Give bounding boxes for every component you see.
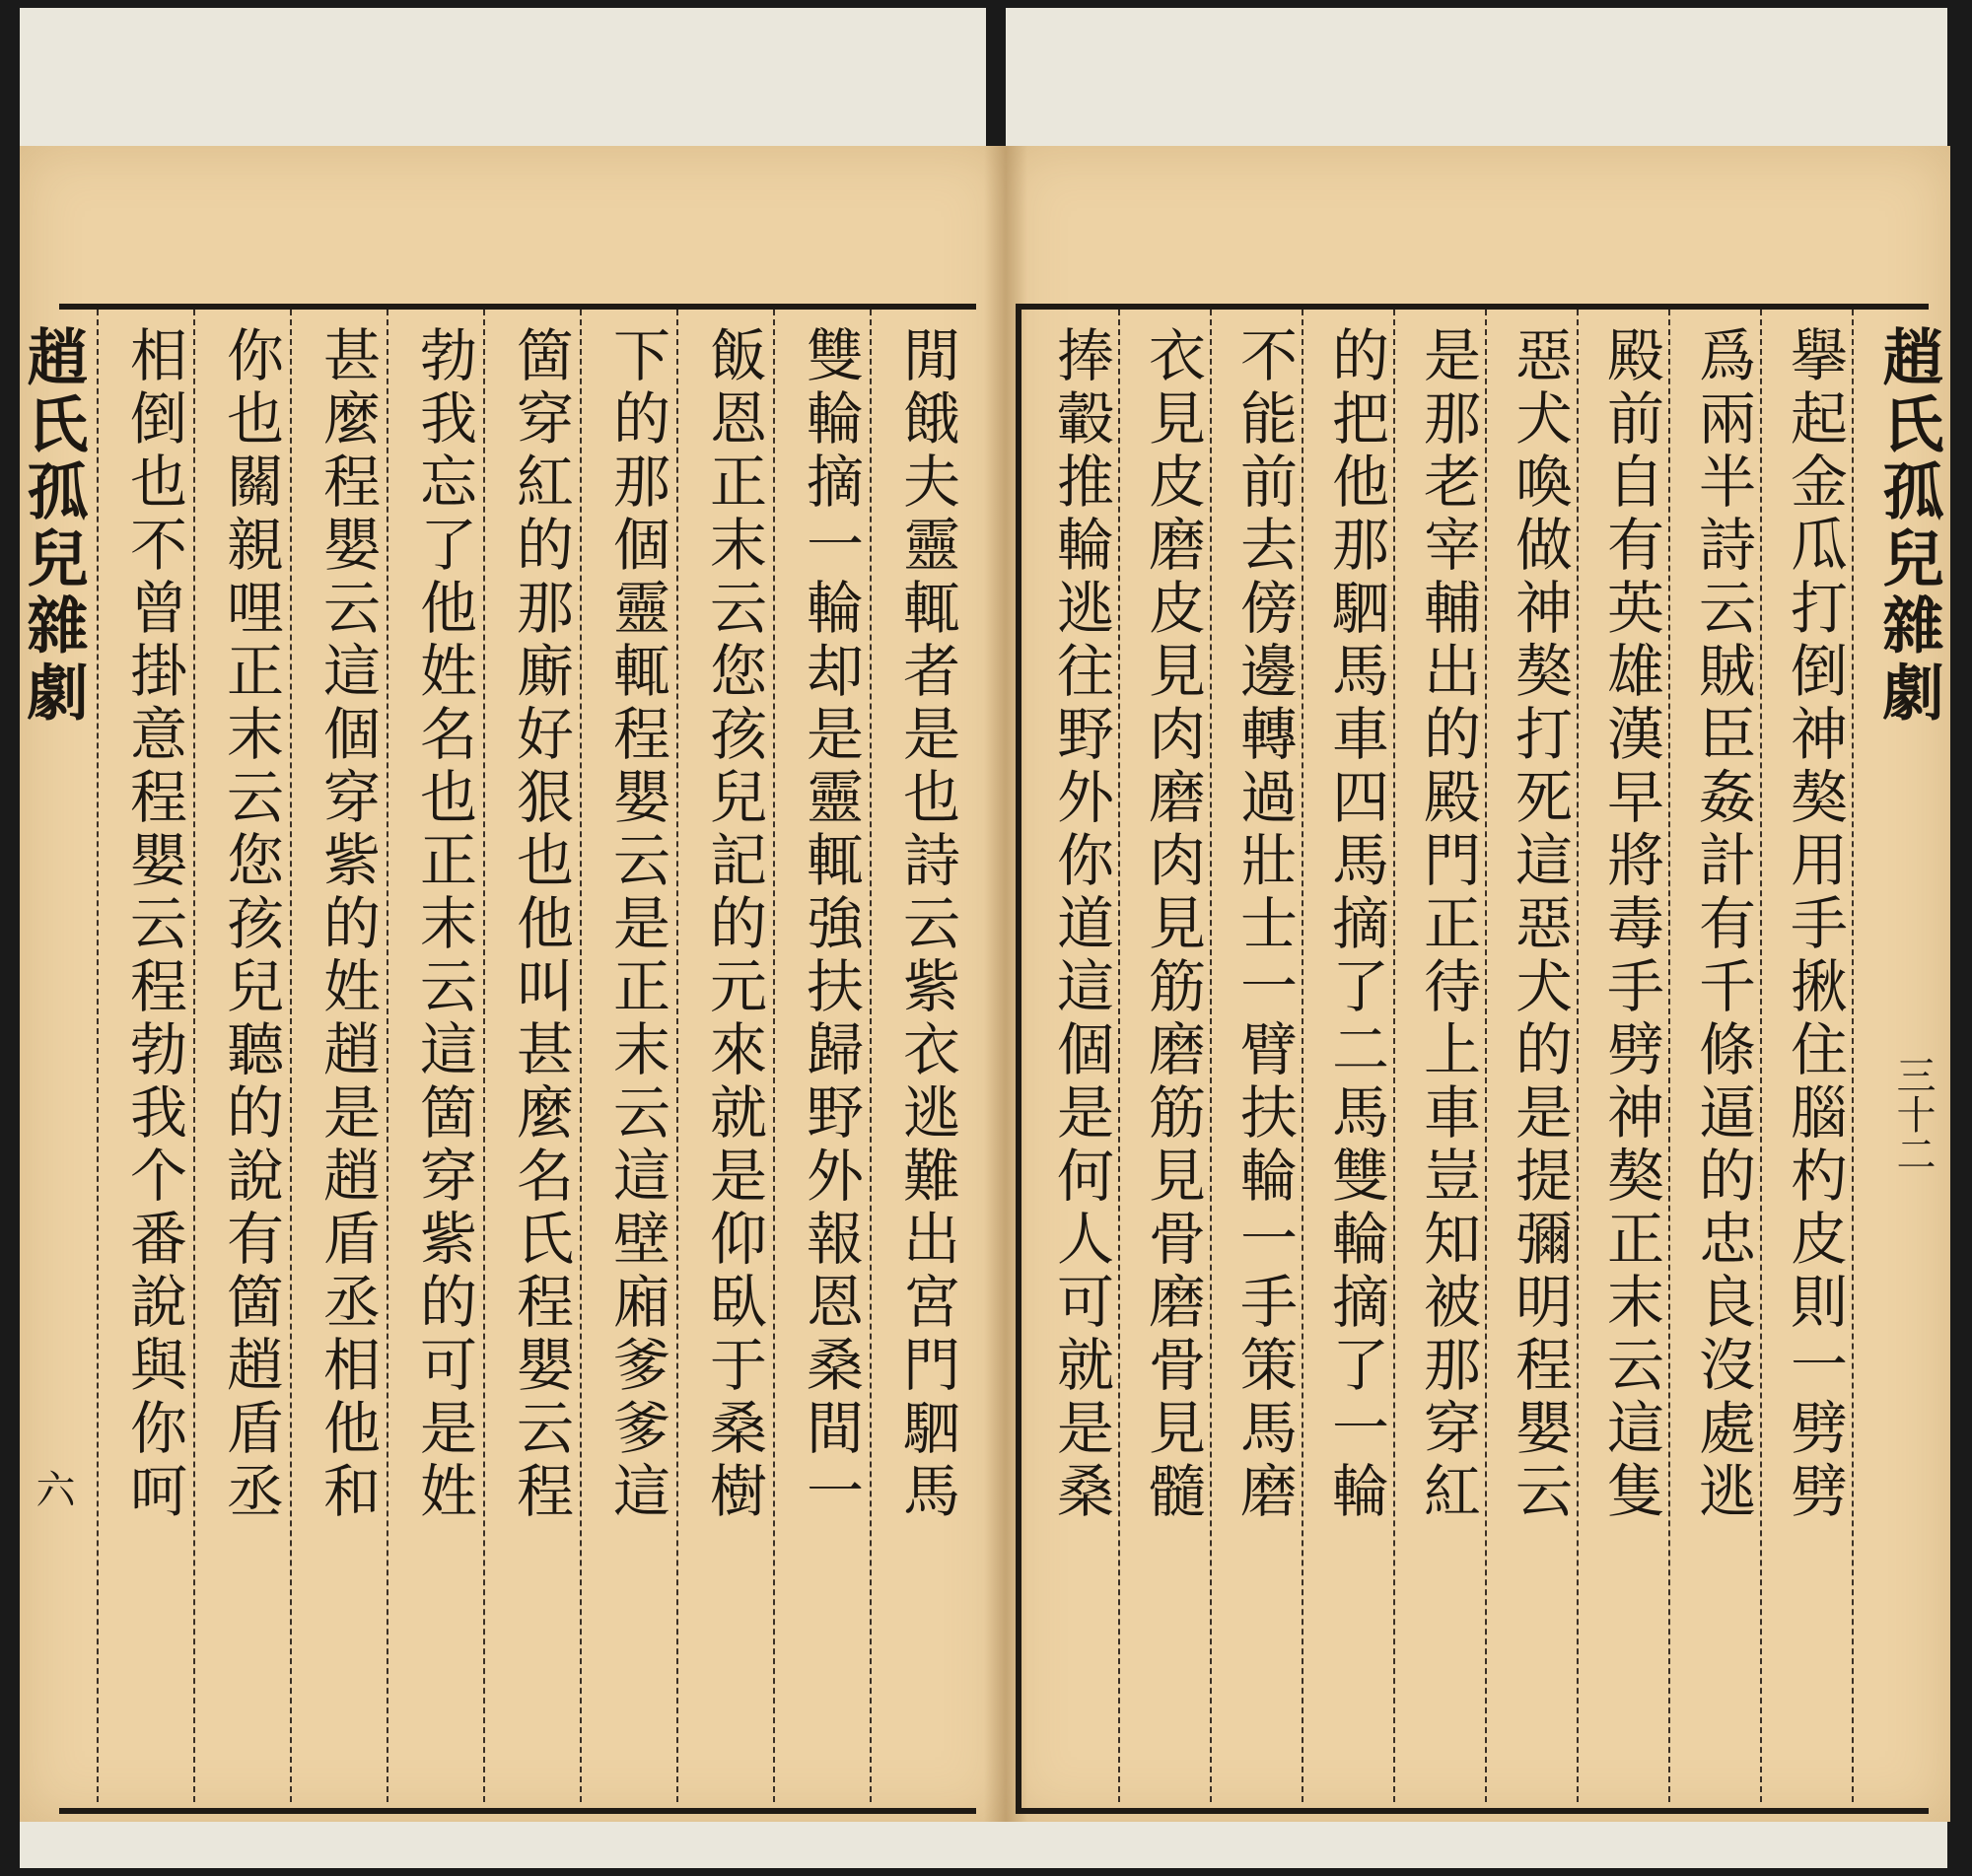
right-column-6: 的把他那駟馬車四馬摘了二馬雙輪摘了一輪 [1322,325,1389,1524]
right-column-4: 惡犬喚做神獒打死這惡犬的是提彌明程嬰云 [1506,325,1573,1524]
left-paper-edge [20,8,986,161]
left-column-6: 勃我忘了他姓名也正末云這箇穿紫的可是姓 [410,325,477,1524]
right-paper-edge [1006,8,1947,161]
right-column-1: 擧起金瓜打倒神獒用手揪住腦杓皮則一劈劈 [1781,325,1848,1524]
left-page-header: 趙氏孤兒雜劇 [17,325,89,728]
right-column-9: 捧轂推輪逃往野外你道這個是何人可就是桑 [1047,325,1114,1524]
right-column-7: 不能前去傍邊轉過壯士一臂扶輪一手策馬磨 [1231,325,1298,1524]
left-page-leaf-number: 六 [30,1469,75,1508]
left-column-4: 下的那個靈輒程嬰云是正末云這壁廂爹爹這 [603,325,670,1524]
right-column-3: 殿前自有英雄漢早將毒手劈神獒正末云這隻 [1597,325,1664,1524]
left-column-1: 閒餓夫靈輒者是也詩云紫衣逃難出宮門駟馬 [893,325,960,1524]
left-column-8: 你也關親哩正末云您孩兒聽的說有箇趙盾丞 [217,325,284,1524]
left-column-3: 飯恩正末云您孩兒記的元來就是仰臥于桑樹 [700,325,767,1524]
right-column-2: 爲兩半詩云賊臣姦計有千條逼的忠良沒處逃 [1689,325,1756,1524]
left-column-9: 相倒也不曾掛意程嬰云程勃我个番說與你呵 [120,325,187,1524]
right-page-header: 趙氏孤兒雜劇 [1872,325,1944,728]
left-column-2: 雙輪摘一輪却是靈輒強扶歸野外報恩桑間一 [797,325,864,1524]
left-column-7: 甚麼程嬰云這個穿紫的姓趙是趙盾丞相他和 [314,325,381,1524]
right-column-8: 衣見皮磨皮見肉磨肉見筋磨筋見骨磨骨見髓 [1139,325,1206,1524]
right-column-5: 是那老宰輔出的殿門正待上車豈知被那穿紅 [1414,325,1481,1524]
right-page-leaf-number: 三十二 [1890,1055,1936,1173]
left-column-5: 箇穿紅的那廝好狠也他叫甚麼名氏程嬰云程 [507,325,574,1524]
